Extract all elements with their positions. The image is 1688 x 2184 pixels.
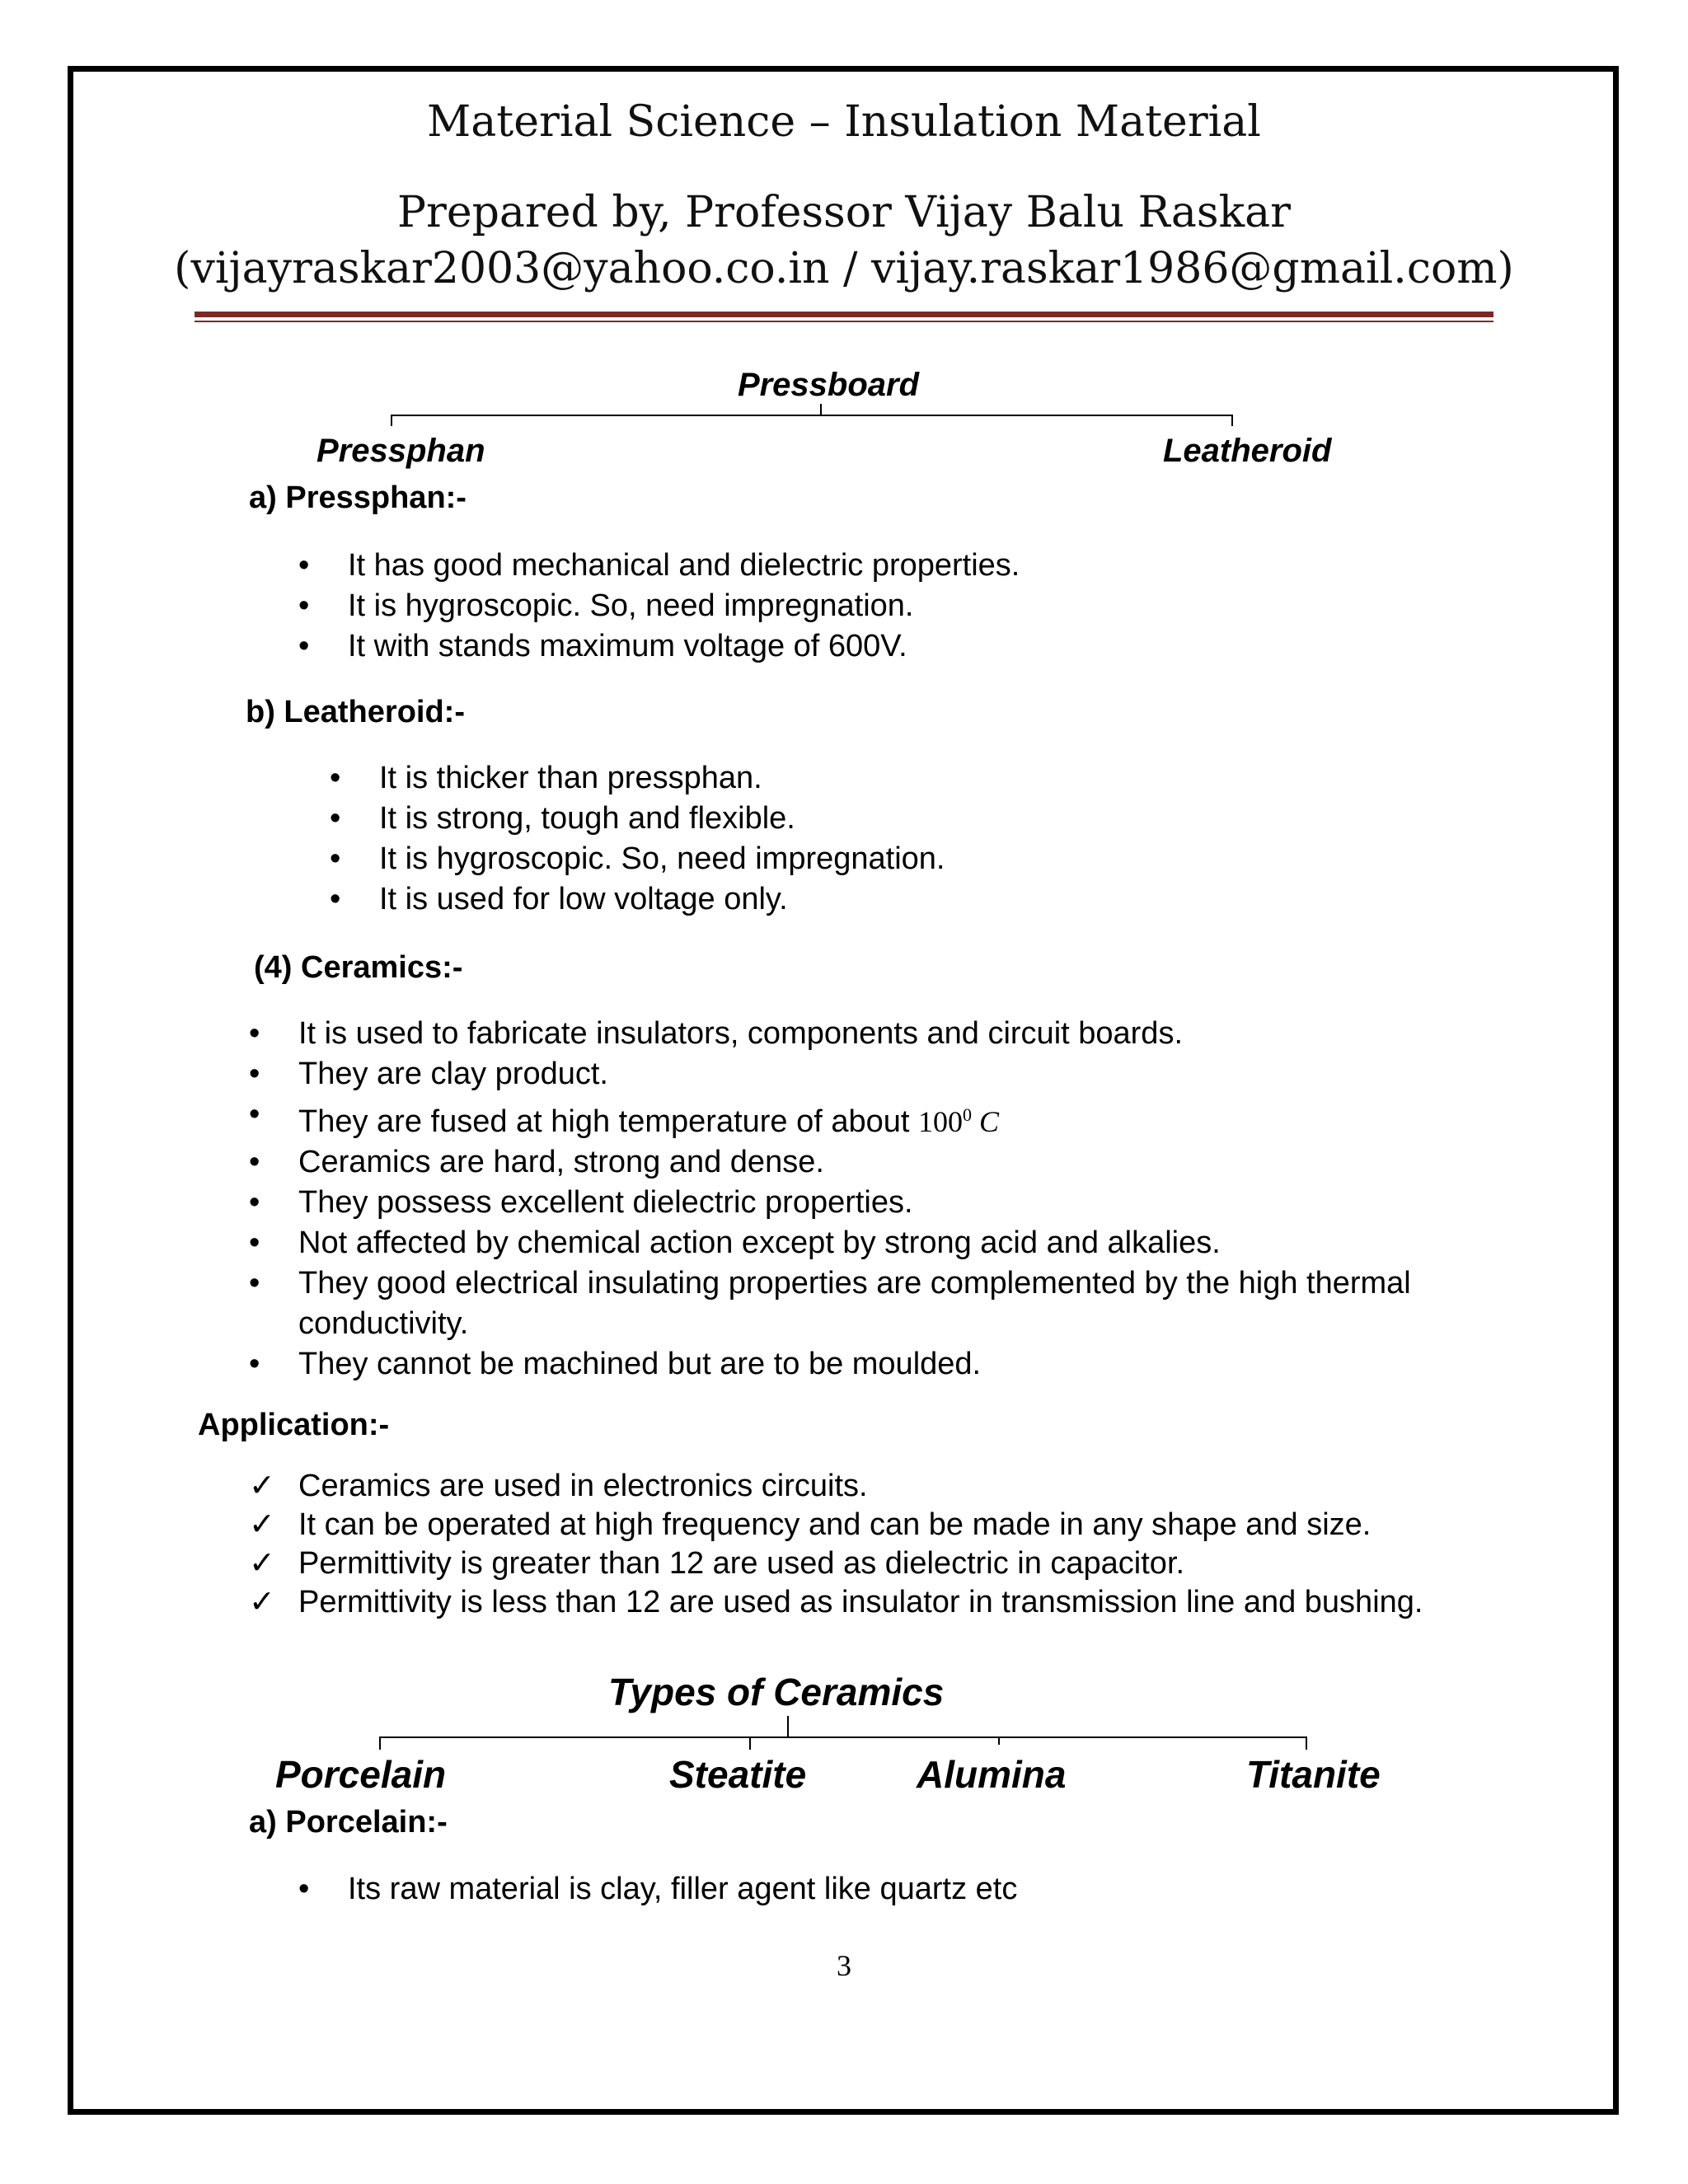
list-item: • They good electrical insulating properties are complemented by the high thermal conductivity. xyxy=(298,1263,1518,1344)
bullet-icon: • xyxy=(298,629,310,663)
check-icon: ✓ xyxy=(249,1585,275,1619)
tree-connector xyxy=(998,1736,1000,1745)
list-item: • They are fused at high temperature of about $100^0$ C xyxy=(298,1094,1518,1142)
tree-connector xyxy=(1306,1736,1307,1750)
bullet-icon: • xyxy=(249,1097,260,1132)
list-item: • It is thicker than pressphan. xyxy=(379,758,945,799)
check-icon: ✓ xyxy=(249,1507,275,1542)
tree-connector xyxy=(1231,415,1233,426)
application-list xyxy=(249,1467,1423,1622)
list-item: • It with stands maximum voltage of 600V. xyxy=(348,626,1020,667)
author-line: Prepared by, Professor Vijay Balu Raskar xyxy=(397,188,1291,237)
bullet-icon: • xyxy=(249,1266,260,1301)
list-item: ✓ It can be operated at high frequency and can be made in any shape and size. xyxy=(298,1506,1423,1544)
page-number: 3 xyxy=(837,1949,851,1982)
bullet-icon: • xyxy=(249,1016,260,1051)
bullet-icon: • xyxy=(249,1226,260,1260)
list-item: ✓ Ceramics are used in electronics circuits. xyxy=(298,1467,1423,1506)
check-icon: ✓ xyxy=(249,1546,275,1581)
pressboard-tree-root: Pressboard xyxy=(737,367,920,403)
bullet-icon: • xyxy=(330,761,341,795)
list-item: • They are clay product. xyxy=(298,1054,1518,1094)
check-icon: ✓ xyxy=(249,1469,275,1503)
tree-connector xyxy=(820,404,822,415)
application-heading: Application:- xyxy=(198,1408,390,1442)
list-item: • It is used for low voltage only. xyxy=(379,879,945,920)
porcelain-list xyxy=(298,1869,1018,1910)
ceramics-list xyxy=(249,1014,1518,1385)
ceramics-tree-child-alumina: Alumina xyxy=(917,1753,1067,1796)
list-item: • They cannot be machined but are to be moulded. xyxy=(298,1344,1518,1385)
pressphan-heading: a) Pressphan:- xyxy=(249,480,467,515)
list-item: • Its raw material is clay, filler agent like quartz etc xyxy=(348,1869,1017,1910)
ceramics-tree-child-titanite: Titanite xyxy=(1246,1753,1381,1796)
bullet-icon: • xyxy=(330,882,341,916)
list-item: • It is used to fabricate insulators, components and circuit boards. xyxy=(298,1014,1518,1054)
list-item: • It is hygroscopic. So, need impregnation. xyxy=(348,586,1020,626)
leatheroid-list xyxy=(330,758,945,920)
author-emails: (vijayraskar2003@yahoo.co.in / vijay.raskar1986@gmail.com) xyxy=(174,244,1514,293)
list-item: ✓ Permittivity is greater than 12 are used as dielectric in capacitor. xyxy=(298,1544,1423,1583)
bullet-icon: • xyxy=(249,1057,260,1091)
document-title: Material Science – Insulation Material xyxy=(427,97,1261,147)
ceramics-tree-root: Types of Ceramics xyxy=(608,1671,945,1713)
tree-branch-line xyxy=(391,415,1233,416)
list-item: • Ceramics are hard, strong and dense. xyxy=(298,1142,1518,1183)
list-item: • It is strong, tough and flexible. xyxy=(379,799,945,839)
bullet-icon: • xyxy=(330,841,341,876)
bullet-icon: • xyxy=(249,1347,260,1381)
tree-branch-line xyxy=(379,1736,1307,1738)
leatheroid-heading: b) Leatheroid:- xyxy=(246,695,465,729)
bullet-icon: • xyxy=(249,1145,260,1179)
ceramics-tree-child-steatite: Steatite xyxy=(669,1753,807,1796)
pressboard-tree-child-leatheroid: Leatheroid xyxy=(1163,433,1332,469)
bullet-icon: • xyxy=(330,801,341,836)
bullet-icon: • xyxy=(298,548,310,583)
tree-connector xyxy=(391,415,392,426)
bullet-icon: • xyxy=(249,1185,260,1220)
pressboard-tree-child-pressphan: Pressphan xyxy=(316,433,485,469)
header-rule-thin xyxy=(195,321,1493,322)
tree-connector xyxy=(749,1736,751,1750)
ceramics-heading: (4) Ceramics:- xyxy=(254,950,463,985)
pressphan-list xyxy=(298,546,1020,667)
list-item: • They possess excellent dielectric properties. xyxy=(298,1183,1518,1223)
tree-connector xyxy=(787,1716,789,1737)
temperature-value: $100^0$ C xyxy=(918,1104,1000,1138)
list-item: • It is hygroscopic. So, need impregnation. xyxy=(379,839,945,879)
ceramics-tree-child-porcelain: Porcelain xyxy=(275,1753,447,1796)
list-item: • It has good mechanical and dielectric properties. xyxy=(348,546,1020,586)
bullet-icon: • xyxy=(298,588,310,623)
bullet-icon: • xyxy=(298,1872,310,1906)
list-item: • Not affected by chemical action except by strong acid and alkalies. xyxy=(298,1223,1518,1263)
porcelain-heading: a) Porcelain:- xyxy=(249,1805,448,1840)
tree-connector xyxy=(379,1736,381,1750)
header-rule xyxy=(195,312,1493,317)
list-item: ✓ Permittivity is less than 12 are used as insulator in transmission line and bushing. xyxy=(298,1583,1423,1622)
